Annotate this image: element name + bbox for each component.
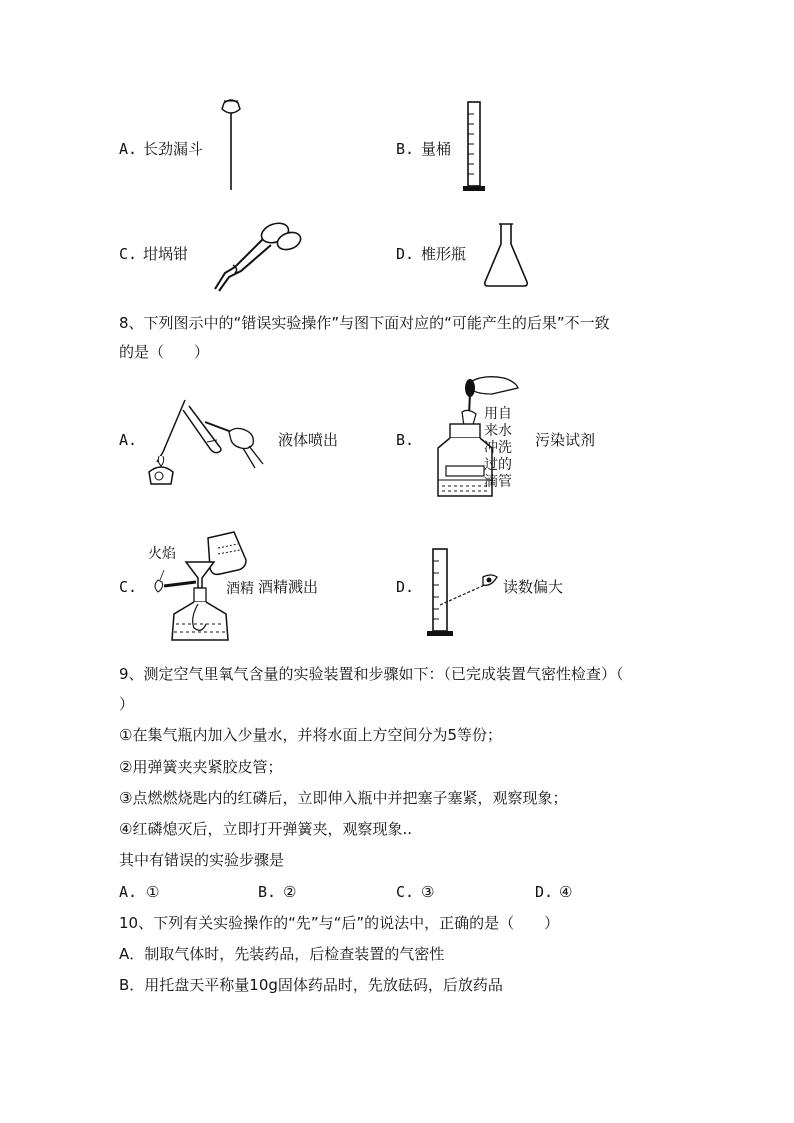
q7-option-d-letter: D. bbox=[396, 245, 415, 263]
label-line: 滴管 bbox=[484, 474, 512, 490]
q8-option-a-result: 液体喷出 bbox=[278, 431, 339, 449]
q9-step-3: ③点燃燃烧匙内的红磷后，立即伸入瓶中并把塞子塞紧，观察现象； bbox=[119, 789, 568, 807]
q7-option-d-text: 椎形瓶 bbox=[421, 245, 467, 263]
q9-option-b-letter: B. bbox=[258, 883, 277, 901]
q9-option-d-letter: D. bbox=[535, 883, 554, 901]
q9-step-4: ④红磷熄灭后，立即打开弹簧夹，观察现象.. bbox=[119, 820, 412, 838]
q8-option-b-letter: B. bbox=[396, 431, 415, 449]
q8-option-c-result: 酒精溅出 bbox=[258, 578, 319, 596]
q7-option-a-text: 长劲漏斗 bbox=[143, 140, 204, 158]
q9-stem-line2: ） bbox=[119, 695, 135, 713]
q8-option-c-letter: C. bbox=[119, 578, 138, 596]
q9-step-2: ②用弹簧夹夹紧胶皮管； bbox=[119, 758, 283, 776]
q8-option-d-letter: D. bbox=[396, 578, 415, 596]
q9-option-a-letter: A. bbox=[119, 883, 138, 901]
q7-option-c-text: 坩埚钳 bbox=[143, 245, 189, 263]
q7-option-b-text: 量桶 bbox=[421, 140, 452, 158]
q9-option-c-letter: C. bbox=[396, 883, 415, 901]
q9-option-c-text: ③ bbox=[421, 883, 435, 901]
q9-question: 其中有错误的实验步骤是 bbox=[119, 851, 285, 869]
q9-option-b-text: ② bbox=[283, 883, 297, 901]
q7-option-a-letter: A. bbox=[119, 140, 138, 158]
label-line: 过的 bbox=[484, 457, 512, 473]
label-line: 用自 bbox=[484, 406, 512, 422]
q10-option-b: B．用托盘天平称量10g固体药品时，先放砝码，后放药品 bbox=[119, 976, 503, 994]
conical-flask-icon bbox=[482, 222, 530, 288]
label-line: 来水 bbox=[484, 423, 512, 439]
q8-option-a-letter: A. bbox=[119, 431, 138, 449]
q9-option-d-text: ④ bbox=[559, 883, 573, 901]
long-neck-funnel-icon bbox=[218, 95, 248, 195]
q7-option-c-letter: C. bbox=[119, 245, 138, 263]
graduated-cylinder-icon bbox=[460, 100, 490, 195]
q7-option-b-letter: B. bbox=[396, 140, 415, 158]
q9-option-a-text: ① bbox=[146, 883, 160, 901]
cylinder-reading-eye-icon bbox=[425, 545, 505, 640]
q10-stem: 10、下列有关实验操作的“先”与“后”的说法中，正确的是（ ） bbox=[119, 914, 560, 932]
q8-option-b-dropper-label bbox=[484, 406, 514, 491]
q8-option-c-alcohol-label: 酒精 bbox=[226, 581, 254, 597]
q8-stem-line2: 的是（ ） bbox=[119, 343, 210, 361]
heating-test-tube-icon bbox=[145, 392, 275, 492]
q8-option-d-result: 读数偏大 bbox=[503, 578, 564, 596]
crucible-tongs-icon bbox=[205, 215, 305, 293]
q10-option-a: A．制取气体时，先装药品，后检查装置的气密性 bbox=[119, 945, 445, 963]
q8-stem-line1: 8、下列图示中的“错误实验操作”与图下面对应的“可能产生的后果”不一致 bbox=[119, 314, 610, 332]
q9-stem-line1: 9、测定空气里氧气含量的实验装置和步骤如下：（已完成装置气密性检查）（ bbox=[119, 665, 624, 683]
q9-step-1: ①在集气瓶内加入少量水，并将水面上方空间分为5等份； bbox=[119, 726, 502, 744]
label-line: 冲洗 bbox=[484, 440, 512, 456]
q8-option-c-flame-label: 火焰 bbox=[148, 546, 176, 562]
q8-option-b-result: 污染试剂 bbox=[535, 431, 596, 449]
